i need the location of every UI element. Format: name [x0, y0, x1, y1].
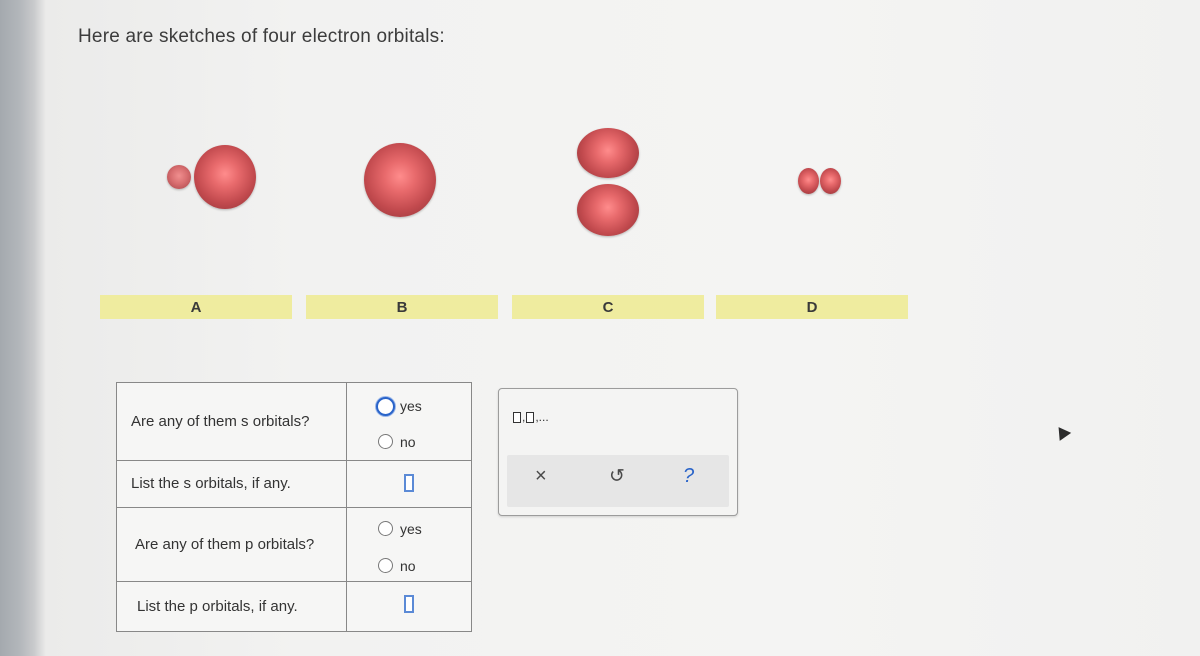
template-box-icon: [513, 412, 521, 423]
clear-icon[interactable]: ×: [535, 465, 547, 487]
question-list-s-text: List the s orbitals, if any.: [117, 460, 347, 507]
orbital-c-lower-lobe: [577, 184, 639, 236]
orbital-label-a: A: [100, 295, 292, 319]
undo-icon[interactable]: ↺: [609, 466, 625, 487]
answer-s-orbitals-cell: [348, 383, 471, 460]
orbital-a-large-lobe: [194, 145, 256, 209]
question-s-orbitals-text: Are any of them s orbitals?: [117, 383, 347, 460]
orbital-a-small-lobe: [167, 165, 191, 189]
orbital-b-sketch: [364, 143, 436, 217]
help-icon[interactable]: ?: [683, 465, 695, 487]
palette-action-bar: [507, 455, 729, 507]
option-label-s-yes[interactable]: yes: [400, 398, 422, 414]
template-box-icon: [526, 412, 534, 423]
orbital-d-left-lobe: [798, 168, 819, 194]
orbital-d-right-lobe: [820, 168, 841, 194]
math-palette: [498, 388, 738, 516]
list-template-button[interactable]: , ,...: [513, 411, 549, 423]
orbital-label-d: D: [716, 295, 908, 319]
option-label-p-yes[interactable]: yes: [400, 521, 422, 537]
question-row-s-orbitals: [117, 383, 471, 461]
answer-input-list-p[interactable]: [404, 595, 414, 613]
radio-p-no[interactable]: [378, 558, 393, 573]
question-row-list-p: [117, 581, 471, 631]
radio-s-yes[interactable]: [376, 397, 395, 416]
orbital-c-upper-lobe: [577, 128, 639, 178]
question-list-p-text: List the p orbitals, if any.: [117, 581, 347, 631]
option-label-p-no[interactable]: no: [400, 558, 416, 574]
answer-p-orbitals-cell: [348, 507, 471, 581]
question-p-orbitals-text: Are any of them p orbitals?: [117, 507, 347, 581]
question-row-list-s: [117, 460, 471, 508]
question-table: [116, 382, 472, 632]
question-title: Here are sketches of four electron orbitals:: [78, 26, 445, 47]
answer-list-p-cell: [348, 581, 471, 631]
orbital-label-c: C: [512, 295, 704, 319]
mouse-cursor-icon: [1053, 423, 1071, 441]
question-row-p-orbitals: [117, 507, 471, 582]
option-label-s-no[interactable]: no: [400, 434, 416, 450]
radio-s-no[interactable]: [378, 434, 393, 449]
orbital-label-b: B: [306, 295, 498, 319]
list-template-ellipsis: ,...: [535, 410, 549, 424]
answer-list-s-cell: [348, 460, 471, 507]
answer-input-list-s[interactable]: [404, 474, 414, 492]
radio-p-yes[interactable]: [378, 521, 393, 536]
